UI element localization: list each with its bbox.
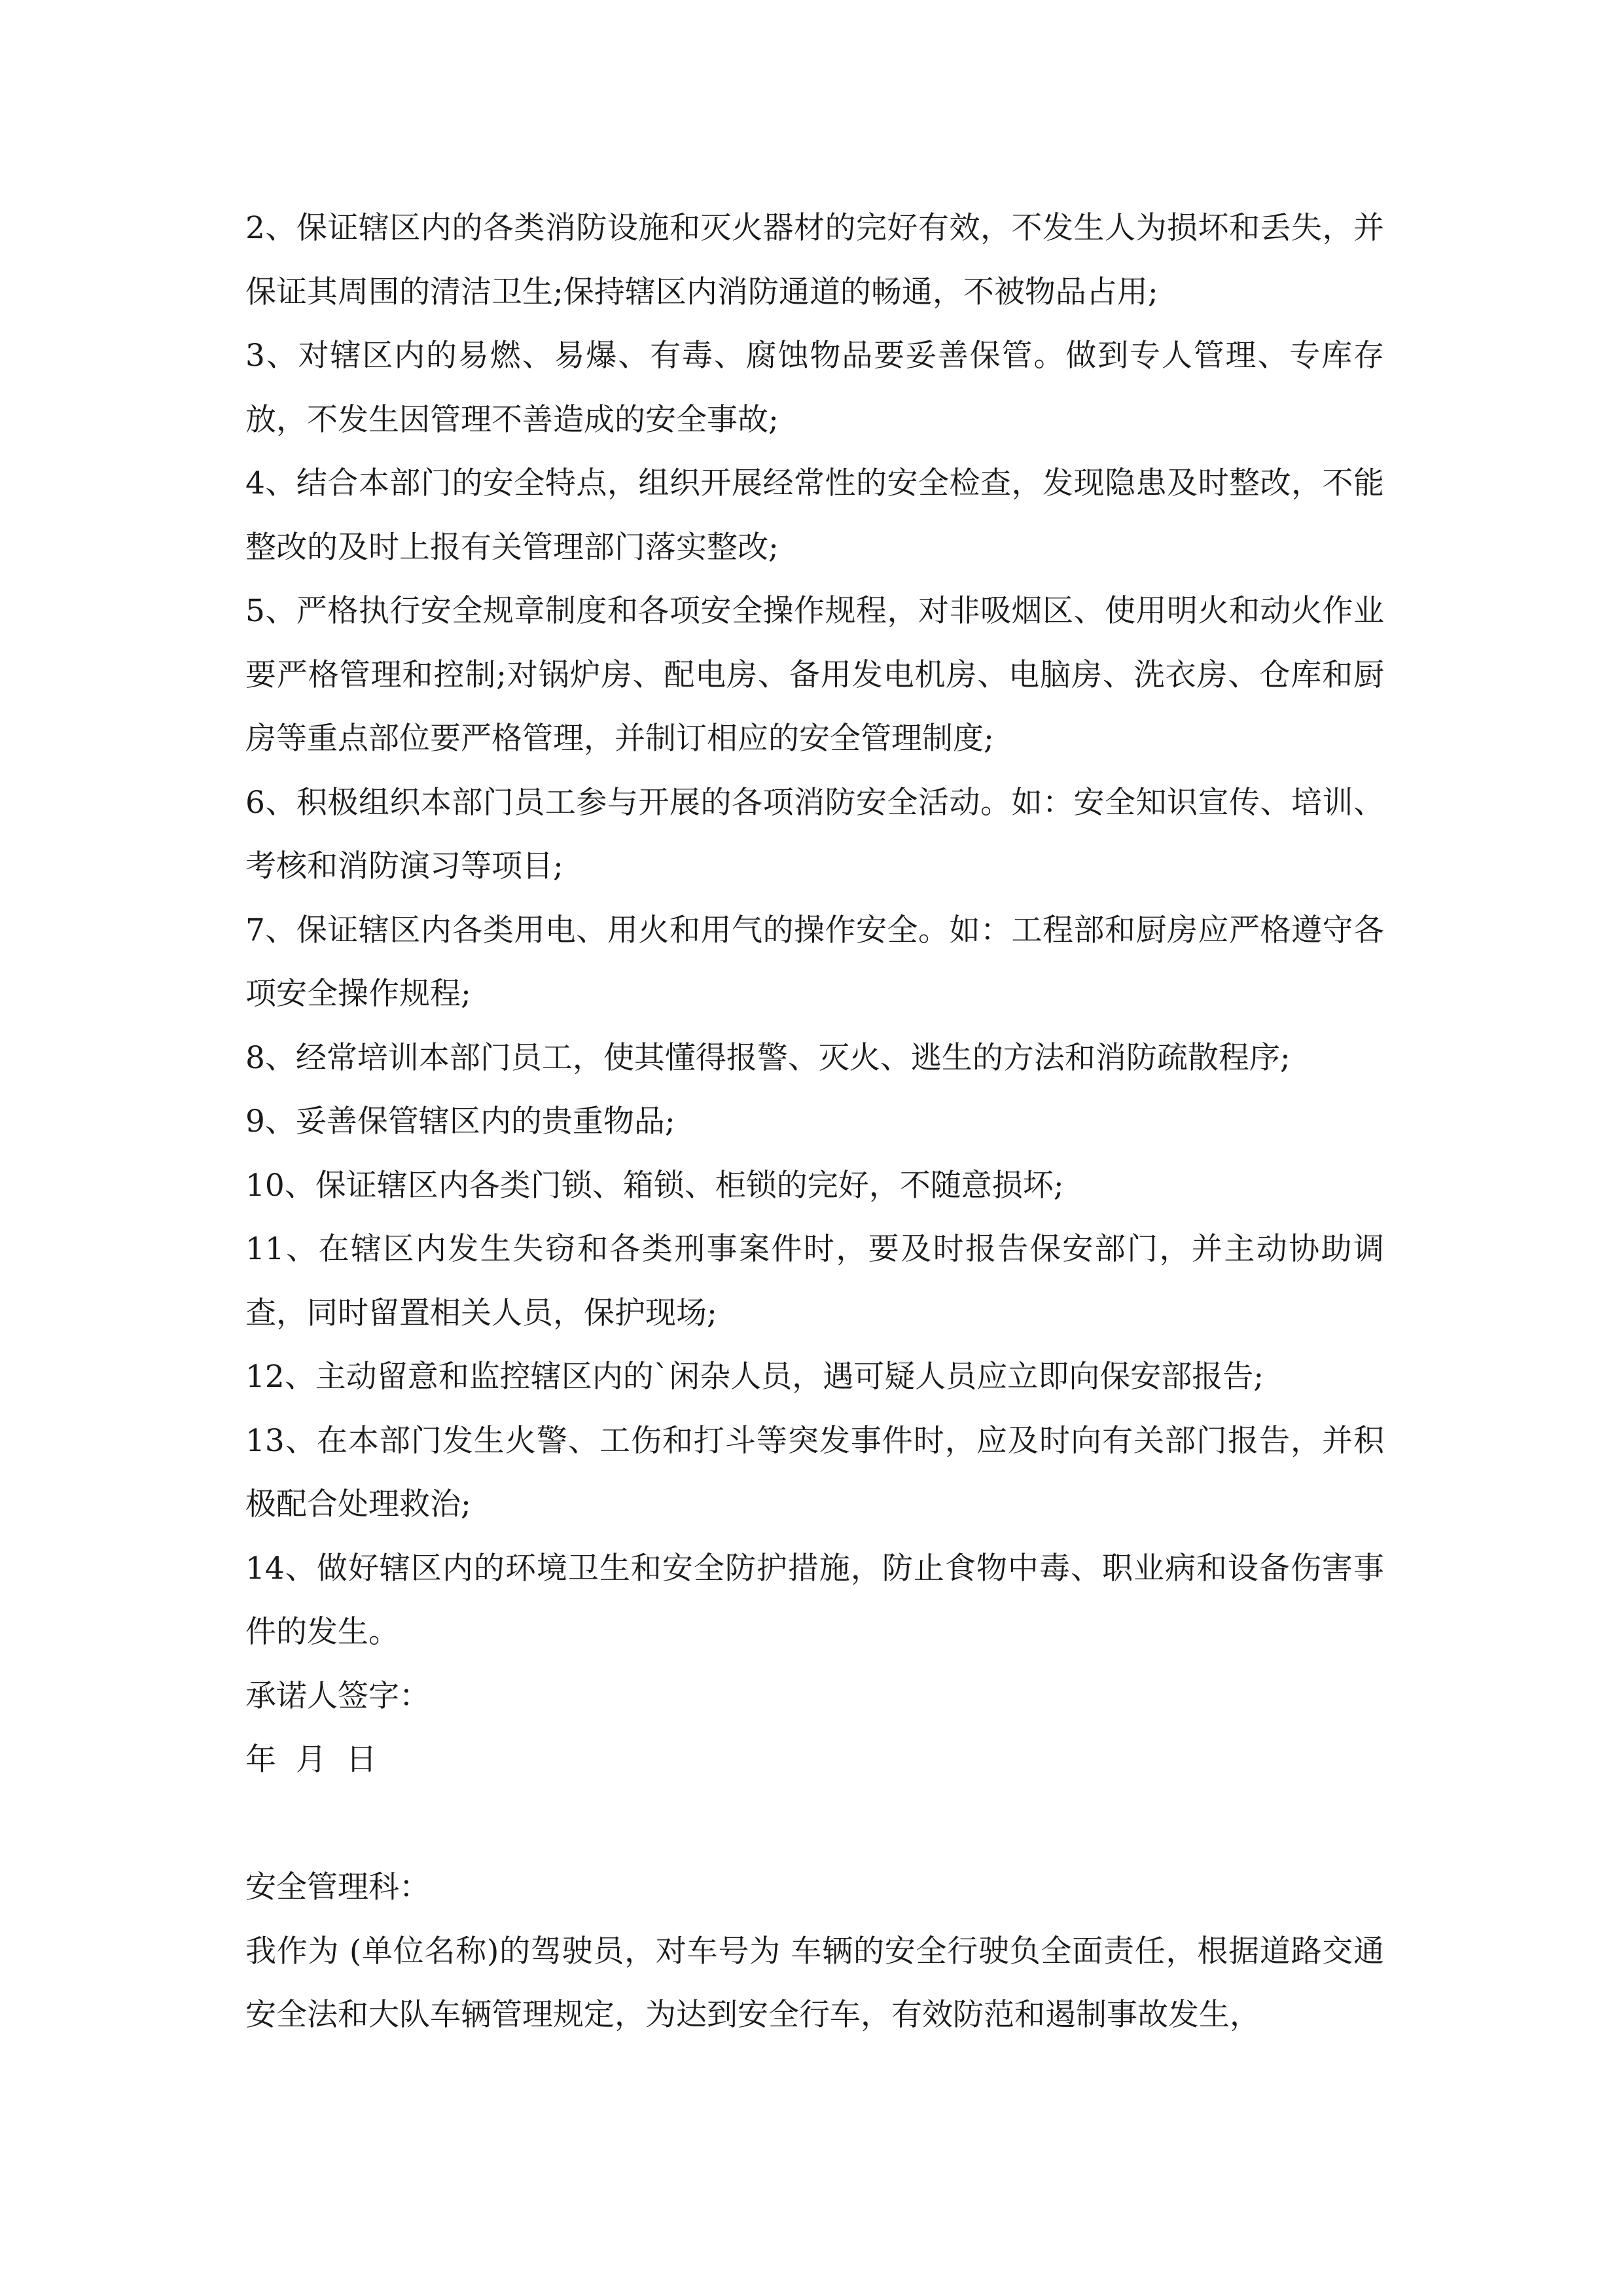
section-body: 我作为 (单位名称)的驾驶员，对车号为 车辆的安全行驶负全面责任，根据道路交通安全法和大队车辆管理规定，为达到安全行车，有效防范和遏制事故发生，: [245, 1933, 1384, 2033]
clause-8: 8、经常培训本部门员工，使其懂得报警、灭火、逃生的方法和消防疏散程序;: [245, 1039, 1291, 1076]
date-line: 年 月 日: [245, 1742, 377, 1778]
section-heading: 安全管理科：: [245, 1869, 430, 1905]
clause-9: 9、妥善保管辖区内的贵重物品;: [245, 1103, 675, 1139]
clause-3: 3、对辖区内的易燃、易爆、有毒、腐蚀物品要妥善保管。做到专人管理、专库存放，不发生因管理不善造成的安全事故;: [245, 338, 1384, 438]
clause-5: 5、严格执行安全规章制度和各项安全操作规程，对非吸烟区、使用明火和动火作业要严格管理和控制;对锅炉房、配电房、备用发电机房、电脑房、洗衣房、仓库和厨房等重点部位要严格管理，并制订相应的安全管理制度;: [245, 593, 1384, 757]
clause-12: 12、主动留意和监控辖区内的`闲杂人员，遇可疑人员应立即向保安部报告;: [245, 1359, 1264, 1395]
clause-13: 13、在本部门发生火警、工伤和打斗等突发事件时，应及时向有关部门报告，并积极配合处理救治;: [245, 1422, 1384, 1522]
clause-6: 6、积极组织本部门员工参与开展的各项消防安全活动。如：安全知识宣传、培训、考核和消防演习等项目;: [245, 784, 1384, 884]
clause-11: 11、在辖区内发生失窃和各类刑事案件时，要及时报告保安部门，并主动协助调查，同时留置相关人员，保护现场;: [245, 1231, 1384, 1331]
clause-4: 4、结合本部门的安全特点，组织开展经常性的安全检查，发现隐患及时整改，不能整改的及时上报有关管理部门落实整改;: [245, 465, 1384, 565]
clause-7: 7、保证辖区内各类用电、用火和用气的操作安全。如：工程部和厨房应严格遵守各项安全操作规程;: [245, 912, 1384, 1012]
clause-10: 10、保证辖区内各类门锁、箱锁、柜锁的完好，不随意损坏;: [245, 1167, 1064, 1204]
blank-line: [245, 1792, 1384, 1856]
signature-label: 承诺人签字：: [245, 1677, 430, 1714]
clause-14: 14、做好辖区内的环境卫生和安全防护措施，防止食物中毒、职业病和设备伤害事件的发生。: [245, 1550, 1384, 1650]
document-body: [245, 196, 1384, 2047]
clause-2: 2、保证辖区内的各类消防设施和灭火器材的完好有效，不发生人为损坏和丢失，并保证其周围的清洁卫生;保持辖区内消防通道的畅通，不被物品占用;: [245, 210, 1384, 310]
